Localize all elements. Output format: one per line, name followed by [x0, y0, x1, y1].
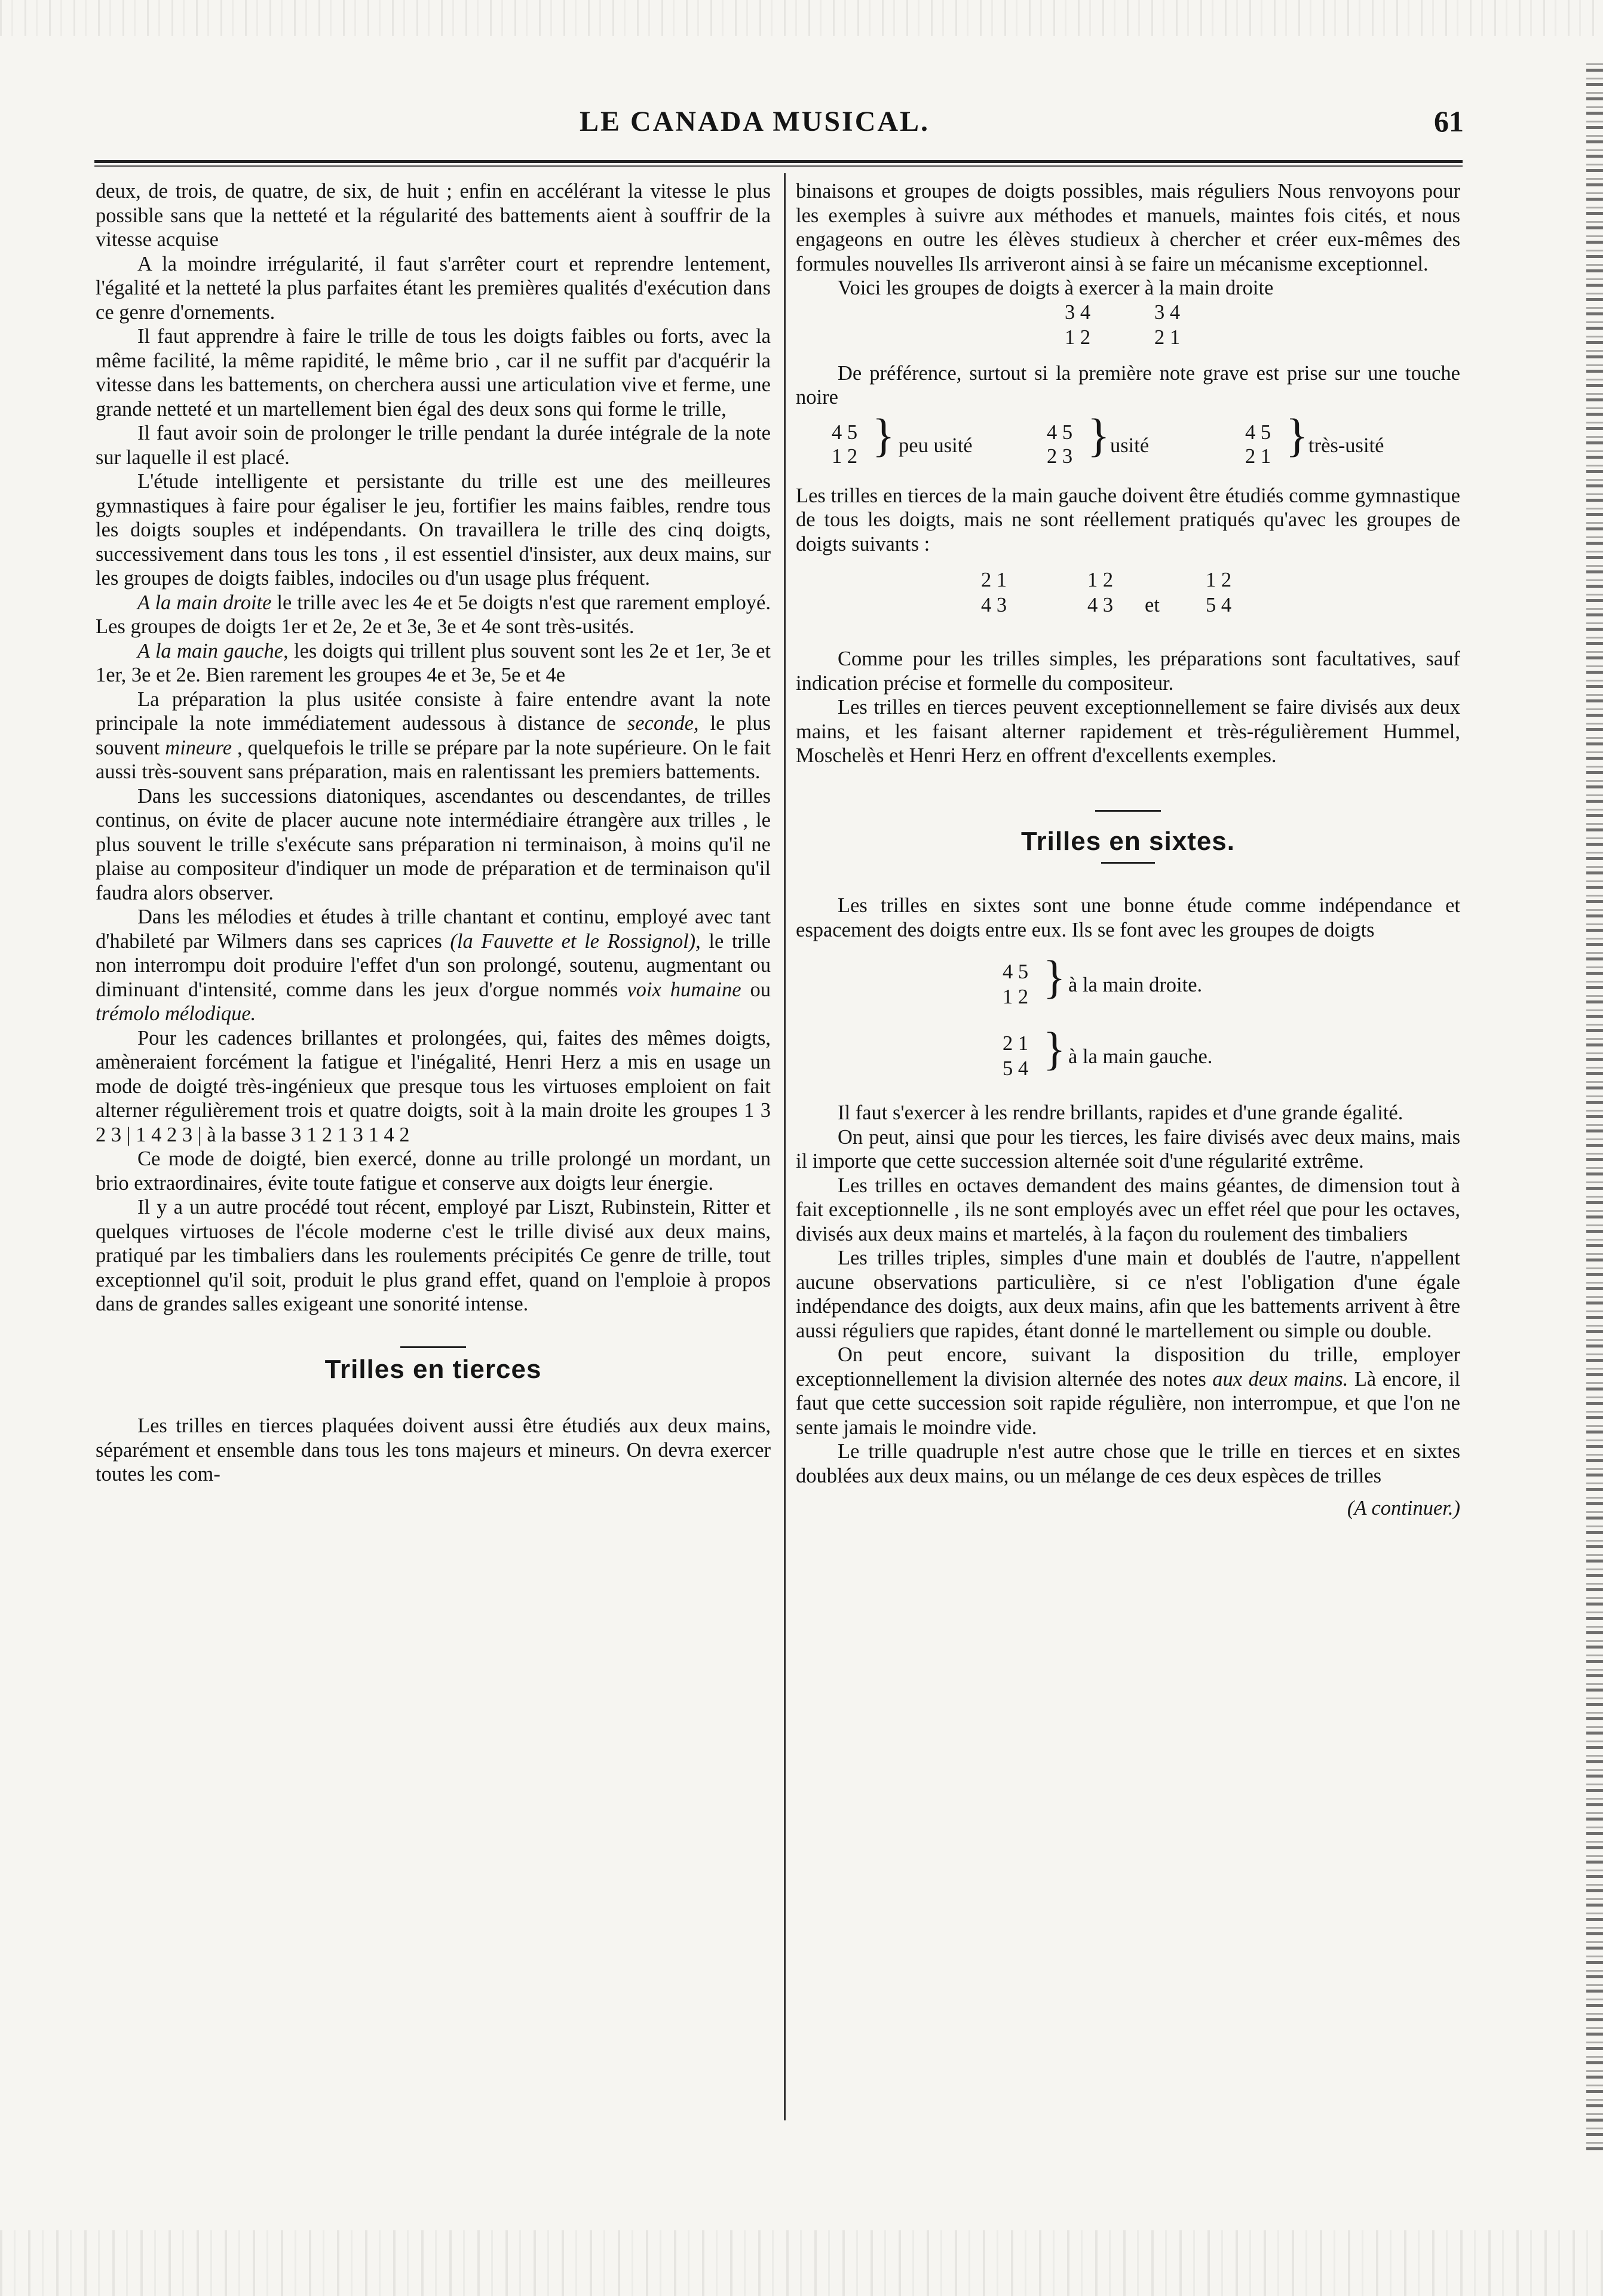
fingering-bottom: 5 4 — [1206, 594, 1232, 616]
fingering-connector: et — [1145, 594, 1160, 616]
right-column — [796, 179, 1460, 1521]
brace-icon: } — [1043, 951, 1066, 1003]
paragraph: Les trilles en sixtes sont une bonne étude comme indépendance et espacement des doigts entre eux. Ils se font avec les groupes de doigts — [796, 894, 1460, 941]
paragraph: Les trilles en octaves demandent des mains géantes, de dimension tout à fait exceptionnelle , ils ne sont employés avec un effet réel que pour les octaves, divisés aux deux mains et martelés, à la façon du roulement des timbaliers — [796, 1174, 1460, 1245]
fingering-label: très-usité — [1308, 434, 1384, 457]
paragraph-text: On peut encore, suivant la disposition du trille, employer exceptionnellement la division alternée des notes — [796, 1343, 1460, 1391]
journal-title: LE CANADA MUSICAL. — [580, 106, 930, 137]
fingering-example-4 — [796, 951, 1460, 1015]
brace-icon: } — [1043, 1023, 1066, 1075]
scan-noise-top — [0, 0, 1603, 36]
paragraph-text: , quelquefois le trille se prépare par la note supérieure. On le fait aussi très-souvent sans préparation, mais en ralentissant les premiers battements. — [96, 736, 771, 783]
scan-edge-right — [1586, 60, 1603, 2150]
fingering-label: usité — [1110, 434, 1150, 457]
fingering-bottom: 4 3 — [1087, 594, 1114, 616]
paragraph-text: Dans les mélodies et études à trille chantant et continu, employé avec tant d'habileté par Wilmers dans ses caprices — [96, 905, 771, 953]
fingering-top: 2 1 — [1003, 1032, 1029, 1055]
paragraph-text: La préparation la plus usitée consiste à faire entendre avant la note principale la note immédiatement audessous à distance de — [96, 687, 771, 735]
fingering-bottom: 2 1 — [1154, 326, 1181, 349]
paragraph — [96, 639, 771, 687]
section-rule — [400, 1346, 466, 1348]
paragraph: deux, de trois, de quatre, de six, de huit ; enfin en accélérant la vitesse le plus possible sans que la netteté et la régularité des battements aient à souffrir de la vitesse acquise — [96, 180, 771, 251]
fingering-label: à la main droite. — [1068, 974, 1203, 996]
brace-icon: } — [872, 409, 895, 461]
fingering-top: 1 2 — [1087, 569, 1114, 591]
fingering-top: 1 2 — [1206, 569, 1232, 591]
paragraph: Pour les cadences brillantes et prolongées, qui, faites des mêmes doigts, amèneraient forcément la fatigue et l'inégalité, Henri Herz a mis en usage un mode de doigté très-ingénieux que presque tous les virtuoses emploient on fait alterner régulièrement trois et quatre doigts, soit à la main droite les groupes 1 3 2 3 | 1 4 2 3 | à la basse 3 1 2 1 3 1 4 2 — [96, 1026, 771, 1146]
paragraph-text: Là encore, il faut que cette succession soit rapide régulière, non interrompue, et que l'on ne sente jamais le moindre vide. — [796, 1367, 1460, 1439]
paragraph: Voici les groupes de doigts à exercer à la main droite — [838, 277, 1274, 299]
paragraph: On peut, ainsi que pour les tierces, les faire divisés avec deux mains, mais il importe que cette succession alternée soit d'une régularité extrême. — [796, 1125, 1460, 1172]
continuation-note: (A continuer.) — [1347, 1497, 1460, 1520]
paragraph: Il y a un autre procédé tout récent, employé par Liszt, Rubinstein, Ritter et quelques virtuoses de l'école moderne c'est le trille divisé aux deux mains, pratiqué par les timbaliers dans les roulements précipités Ce genre de trille, tout exceptionnel qu'il soit, produit le plus grand effet, quand on l'emploie à propos dans de grandes salles exigeant une sonorité intense. — [96, 1196, 771, 1315]
section-title-sixtes: Trilles en sixtes. — [1021, 826, 1235, 856]
paragraph: Il faut apprendre à faire le trille de tous les doigts faibles ou forts, avec la même facilité, la même rapidité, le même brio , car il ne suffit par d'acquérir la vitesse dans les battements, on cherchera aussi une articulation vive et ferme, une grande netteté et un martellement bien égal des deux sons qui forme le trille, — [96, 325, 771, 420]
fingering-bottom: 2 3 — [1047, 444, 1073, 468]
italic-text: voix humaine — [627, 978, 741, 1001]
paragraph: A la moindre irrégularité, il faut s'arrêter court et reprendre lentement, l'égalité et la netteté la plus parfaites étant les premières qualités d'exécution dans ce genre d'ornements. — [96, 252, 771, 324]
fingering-bottom: 1 2 — [1065, 326, 1091, 349]
fingering-label: à la main gauche. — [1068, 1045, 1213, 1068]
paragraph — [796, 1343, 1460, 1439]
fingering-label: peu usité — [899, 434, 973, 457]
italic-lead: A la main gauche, — [137, 639, 289, 662]
fingering-top: 3 4 — [1065, 300, 1091, 324]
paragraph: Les trilles en tierces de la main gauche doivent être étudiés comme gymnastique de tous les doigts, mais ne sont réellement pratiqués qu'avec les groupes de doigts suivants : — [796, 484, 1460, 555]
paragraph: Les trilles en tierces peuvent exceptionnellement se faire divisés aux deux mains, et les faisant alterner rapidement et très-régulièrement Hummel, Moschelès et Henri Herz en offrent d'excellents exemples. — [796, 696, 1460, 767]
column-divider — [784, 173, 786, 2120]
paragraph-text: le trille non interrompu doit produire l'effet d'un son prolongé, soutenu, augmentant ou diminuant d'intensité, comme dans les jeux d'orgue nommés — [96, 929, 771, 1001]
page-header — [90, 102, 1464, 149]
paragraph: L'étude intelligente et persistante du trille est une des meilleures gymnastiques à faire pour égaliser le jeu, fortifier les mains faibles, rendre tous les doigts souples et indépendants. On travaillera le trille des cinq doigts, successivement dans tous les tons , il est essentiel d'insister, aux deux mains, sur les groupes de doigts faibles, indociles ou d'un usage plus fréquent. — [96, 470, 771, 590]
fingering-top: 4 5 — [1003, 960, 1029, 983]
paragraph: De préférence, surtout si la première note grave est prise sur une touche noire — [796, 361, 1460, 409]
paragraph — [96, 905, 771, 1026]
brace-icon: } — [1087, 409, 1110, 461]
fingering-bottom: 1 2 — [1003, 986, 1029, 1008]
header-rule — [94, 160, 1463, 163]
fingering-example-1 — [796, 300, 1460, 352]
paragraph: Le trille quadruple n'est autre chose que le trille en tierces et en sixtes doublées aux deux mains, ou un mélange de ces deux espèces de trilles — [796, 1440, 1460, 1487]
section-rule — [1095, 810, 1161, 812]
fingering-top: 4 5 — [1047, 420, 1073, 444]
italic-text: trémolo mélodique. — [96, 1002, 256, 1025]
paragraph: Dans les successions diatoniques, ascendantes ou descendantes, de trilles continus, on évite de placer aucune note intermédiaire étrangère aux trilles , le plus souvent le trille s'exécute sans préparation ni terminaison, à moins qu'il ne plaise au compositeur d'indiquer un mode de préparation et de terminaison qu'il faudra alors observer. — [96, 784, 771, 904]
paragraph-text: les doigts qui trillent plus souvent sont les 2e et 1er, 3e et 1er, 3e et 2e. Bien rarement les groupes 4e et 3e, 5e et 4e — [96, 639, 771, 686]
section-title-tierces: Trilles en tierces — [324, 1354, 542, 1384]
scan-noise-bottom — [0, 2230, 1603, 2296]
fingering-example-2 — [796, 409, 1460, 473]
paragraph-text: le plus souvent — [96, 712, 771, 759]
fingering-top: 4 5 — [832, 420, 858, 444]
left-column — [96, 179, 771, 1487]
italic-text: mineure — [165, 736, 232, 759]
fingering-bottom: 1 2 — [832, 444, 858, 468]
italic-text: seconde, — [627, 712, 699, 735]
italic-text: aux deux mains. — [1212, 1367, 1348, 1391]
fingering-top: 2 1 — [981, 569, 1007, 591]
italic-text: (la Fauvette et le Rossignol), — [450, 929, 701, 953]
paragraph: Les trilles en tierces plaquées doivent aussi être étudiés aux deux mains, séparément et ensemble dans tous les tons majeurs et mineurs. On devra exercer toutes les com- — [96, 1414, 771, 1485]
paragraph: binaisons et groupes de doigts possibles, mais réguliers Nous renvoyons pour les exemples à suivre aux méthodes et manuels, maintes fois cités, et nous engageons en outre les élèves studieux à chercher et créer eux-mêmes des formules nouvelles Ils arriveront ainsi à se faire un mécanisme exceptionnel. — [796, 180, 1460, 275]
paragraph-text: le trille avec les 4e et 5e doigts n'est que rarement employé. Les groupes de doigts 1er et 2e, 2e et 3e, 3e et 4e sont très-usités. — [96, 591, 771, 638]
paragraph: Il faut avoir soin de prolonger le trille pendant la durée intégrale de la note sur laquelle il est placé. — [96, 422, 771, 469]
fingering-example-5 — [796, 1023, 1460, 1086]
fingering-top: 4 5 — [1245, 420, 1271, 444]
header-rule-thin — [94, 165, 1463, 167]
fingering-top: 3 4 — [1154, 300, 1181, 324]
brace-icon: } — [1286, 409, 1308, 461]
page-number: 61 — [1434, 105, 1464, 138]
fingering-bottom: 5 4 — [1003, 1057, 1029, 1080]
paragraph: Ce mode de doigté, bien exercé, donne au trille prolongé un mordant, un brio extraordinaires, évite toute fatigue et conserve aux doigts leur énergie. — [96, 1147, 771, 1195]
italic-lead: A la main droite — [137, 591, 272, 614]
paragraph-text: ou — [741, 978, 771, 1001]
paragraph: Les trilles triples, simples d'une main et doublés de l'autre, n'appellent aucune observations particulière, si ce n'est l'obligation d'une égale indépendance des doigts, aux deux mains, afin que les battements arrivent à être aussi réguliers que rapides, étant donné le martellement ou simple ou double. — [796, 1247, 1460, 1342]
fingering-bottom: 4 3 — [981, 594, 1007, 616]
fingering-bottom: 2 1 — [1245, 444, 1271, 468]
paragraph: Il faut s'exercer à les rendre brillants, rapides et d'une grande égalité. — [838, 1101, 1403, 1124]
paragraph — [96, 591, 771, 639]
fingering-example-3 — [796, 568, 1460, 623]
paragraph — [96, 687, 771, 784]
paragraph: Comme pour les trilles simples, les préparations sont facultatives, sauf indication précise et formelle du compositeur. — [796, 647, 1460, 695]
